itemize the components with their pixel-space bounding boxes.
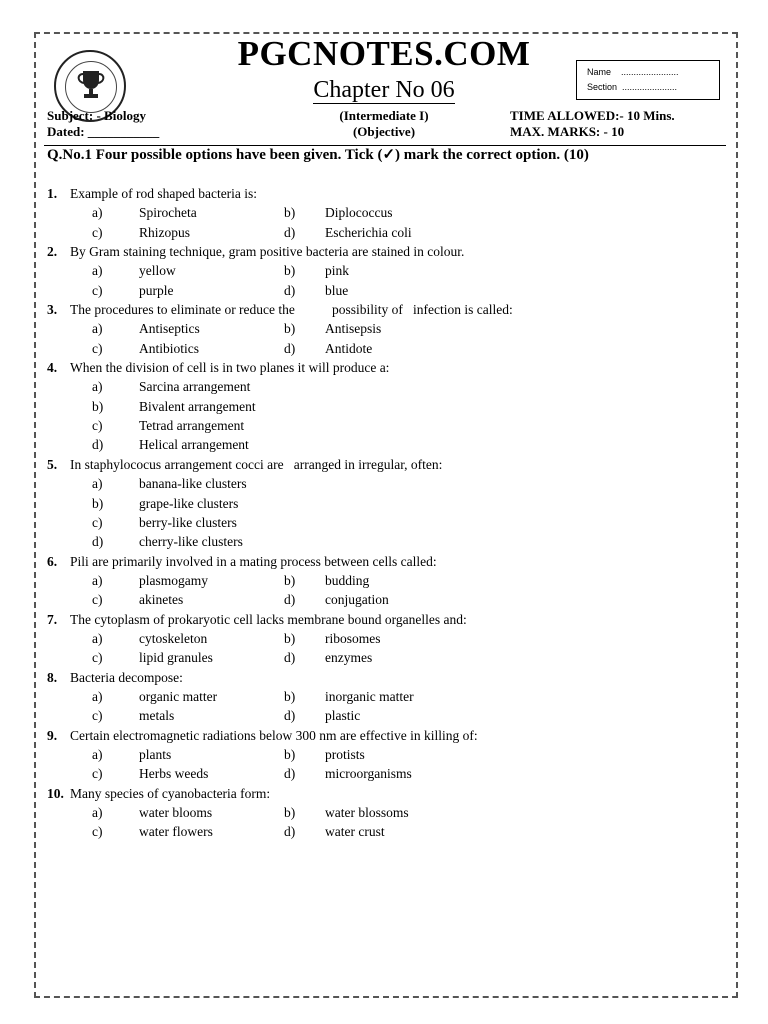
site-title: PGCNOTES.COM <box>237 34 531 73</box>
option-letter[interactable]: b) <box>284 321 296 337</box>
option-text[interactable]: banana-like clusters <box>139 476 247 492</box>
option-text[interactable]: yellow <box>139 263 176 279</box>
option-row <box>47 474 727 493</box>
option-text[interactable]: blue <box>325 282 349 298</box>
option-letter[interactable]: c) <box>92 514 103 530</box>
option-letter[interactable]: c) <box>92 592 103 608</box>
option-text[interactable]: Tetrad arrangement <box>139 418 245 434</box>
option-letter[interactable]: b) <box>284 746 296 762</box>
option-row <box>47 764 727 783</box>
option-text[interactable]: Helical arrangement <box>139 437 249 453</box>
question-number: 10. <box>47 785 64 801</box>
question-item <box>47 358 727 455</box>
level-label: (Intermediate I) <box>339 108 429 123</box>
question-item <box>47 668 727 726</box>
option-text[interactable]: Antiseptics <box>139 321 200 337</box>
option-row <box>47 629 727 648</box>
option-row <box>47 319 727 338</box>
question-item <box>47 184 727 242</box>
question-item <box>47 610 727 668</box>
option-text[interactable]: metals <box>139 708 175 724</box>
option-row <box>47 377 727 396</box>
option-text[interactable]: ribosomes <box>325 630 381 646</box>
question-number: 6. <box>47 553 58 569</box>
question-text: Bacteria decompose: <box>70 669 183 685</box>
question-text: Pili are primarily involved in a mating process between cells called: <box>70 553 437 569</box>
option-text[interactable]: Antidote <box>325 340 373 356</box>
option-text[interactable]: Escherichia coli <box>325 224 412 240</box>
option-letter[interactable]: d) <box>284 766 296 782</box>
question-item <box>47 784 727 842</box>
question-list <box>47 184 727 842</box>
subject-label: Subject: - Biology <box>47 108 146 123</box>
option-text[interactable]: Rhizopus <box>139 224 191 240</box>
question-line <box>47 455 727 474</box>
option-letter[interactable]: a) <box>92 379 103 395</box>
option-text[interactable]: grape-like clusters <box>139 495 239 511</box>
type-label: (Objective) <box>352 124 416 139</box>
option-letter[interactable]: a) <box>92 205 103 221</box>
option-row <box>47 494 727 513</box>
option-letter[interactable]: a) <box>92 321 103 337</box>
option-row <box>47 223 727 242</box>
option-letter[interactable]: d) <box>284 340 296 356</box>
question-number: 2. <box>47 244 58 260</box>
question-line <box>47 242 727 261</box>
question-text: Example of rod shaped bacteria is: <box>70 186 258 201</box>
question-text: The cytoplasm of prokaryotic cell lacks membrane bound organelles and: <box>70 611 467 627</box>
trophy-icon <box>76 68 106 100</box>
option-text[interactable]: conjugation <box>325 592 389 608</box>
question-item <box>47 455 727 552</box>
question-line <box>47 610 727 629</box>
option-row <box>47 648 727 667</box>
option-text[interactable]: microorganisms <box>325 766 412 782</box>
option-letter[interactable]: b) <box>284 805 296 820</box>
option-letter[interactable]: a) <box>92 746 103 762</box>
question-number: 8. <box>47 669 58 685</box>
option-text[interactable]: enzymes <box>325 650 373 666</box>
option-text[interactable]: plants <box>139 746 172 762</box>
option-letter[interactable]: b) <box>284 688 296 704</box>
option-text[interactable]: water blossoms <box>325 805 409 820</box>
option-row <box>47 803 727 822</box>
option-text[interactable]: Sarcina arrangement <box>139 379 251 395</box>
option-row <box>47 590 727 609</box>
question-text: The procedures to eliminate or reduce the possibility of infection is called: <box>70 302 513 318</box>
option-row <box>47 435 727 454</box>
option-text[interactable]: cytoskeleton <box>139 630 208 646</box>
question-line <box>47 552 727 571</box>
option-text[interactable]: purple <box>139 282 174 298</box>
max-marks-label: MAX. MARKS: - 10 <box>510 124 625 139</box>
option-text[interactable]: berry-like clusters <box>139 514 237 530</box>
question-item <box>47 300 727 358</box>
option-letter[interactable]: c) <box>92 340 103 356</box>
option-text[interactable]: inorganic matter <box>325 688 414 704</box>
option-text[interactable]: lipid granules <box>139 650 213 666</box>
option-letter[interactable]: c) <box>92 650 103 666</box>
option-letter[interactable]: d) <box>92 534 104 550</box>
option-letter[interactable]: a) <box>92 572 103 588</box>
option-text[interactable]: Antisepsis <box>325 321 382 337</box>
option-row <box>47 745 727 764</box>
question-text: In staphylococus arrangement cocci are arranged in irregular, often: <box>70 456 443 472</box>
option-letter[interactable]: d) <box>92 437 104 453</box>
option-letter[interactable]: c) <box>92 708 103 724</box>
name-section-box <box>576 60 720 100</box>
option-letter[interactable]: b) <box>284 263 296 279</box>
section-row: Section ...................... <box>587 82 678 92</box>
option-letter[interactable]: a) <box>92 630 103 646</box>
option-letter[interactable]: a) <box>92 263 103 279</box>
option-letter[interactable]: c) <box>92 418 103 434</box>
question-line <box>47 668 727 687</box>
question-line <box>47 184 727 203</box>
option-text[interactable]: Spirocheta <box>139 205 197 221</box>
question-line <box>47 784 727 803</box>
option-letter[interactable]: d) <box>284 282 296 298</box>
option-row <box>47 513 727 532</box>
option-letter[interactable]: a) <box>92 688 103 704</box>
question-text: Certain electromagnetic radiations below 300 nm are effective in killing of: <box>70 727 478 743</box>
option-letter[interactable]: c) <box>92 766 103 782</box>
option-row <box>47 687 727 706</box>
option-letter[interactable]: b) <box>284 205 296 221</box>
dated-label: Dated: ___________ <box>47 124 160 139</box>
option-text[interactable]: Antibiotics <box>139 340 199 356</box>
option-row <box>47 281 727 300</box>
option-row <box>47 532 727 551</box>
option-text[interactable]: Herbs weeds <box>139 766 209 782</box>
question-number: 3. <box>47 302 58 318</box>
option-row <box>47 261 727 280</box>
question-line <box>47 300 727 319</box>
option-letter[interactable]: b) <box>92 495 104 511</box>
option-letter[interactable]: d) <box>284 224 296 240</box>
time-allowed-label: TIME ALLOWED:- 10 Mins. <box>510 108 675 123</box>
question-text: When the division of cell is in two planes it will produce a: <box>70 360 390 376</box>
option-letter[interactable]: a) <box>92 805 103 820</box>
option-letter[interactable]: c) <box>92 824 103 840</box>
question-item <box>47 552 727 610</box>
option-text[interactable]: akinetes <box>139 592 184 608</box>
option-text[interactable]: pink <box>325 263 350 279</box>
question-item <box>47 242 727 300</box>
option-row <box>47 203 727 222</box>
option-text[interactable]: water crust <box>325 824 385 840</box>
question-number: 4. <box>47 360 58 376</box>
option-row <box>47 397 727 416</box>
option-letter[interactable]: d) <box>284 650 296 666</box>
option-text[interactable]: cherry-like clusters <box>139 534 243 550</box>
option-letter[interactable]: b) <box>284 630 296 646</box>
name-row: Name ....................... <box>587 67 679 77</box>
option-row <box>47 339 727 358</box>
option-text[interactable]: protists <box>325 746 365 762</box>
question-line <box>47 726 727 745</box>
option-text[interactable]: plastic <box>325 708 361 724</box>
option-letter[interactable]: b) <box>92 398 104 414</box>
option-letter[interactable]: c) <box>92 282 103 298</box>
option-letter[interactable]: b) <box>284 572 296 588</box>
chapter-title: Chapter No 06 <box>313 77 455 103</box>
option-text[interactable]: plasmogamy <box>139 572 208 588</box>
option-text[interactable]: organic matter <box>139 688 218 704</box>
option-letter[interactable]: c) <box>92 224 103 240</box>
question-text: Many species of cyanobacteria form: <box>70 785 271 801</box>
option-letter[interactable]: d) <box>284 824 296 840</box>
option-row <box>47 706 727 725</box>
option-text[interactable]: Diplococcus <box>325 205 393 221</box>
option-letter[interactable]: d) <box>284 592 296 608</box>
option-text[interactable]: budding <box>325 572 370 588</box>
option-row <box>47 822 727 841</box>
question-number: 1. <box>47 186 58 201</box>
question-number: 9. <box>47 727 58 743</box>
option-text[interactable]: Bivalent arrangement <box>139 398 256 414</box>
question-number: 7. <box>47 611 58 627</box>
question-number: 5. <box>47 456 58 472</box>
question-text: By Gram staining technique, gram positive bacteria are stained in colour. <box>70 244 465 260</box>
option-text[interactable]: water blooms <box>139 805 213 820</box>
option-row <box>47 416 727 435</box>
option-text[interactable]: water flowers <box>139 824 213 840</box>
option-letter[interactable]: a) <box>92 476 103 492</box>
option-row <box>47 571 727 590</box>
instruction-heading: Q.No.1 Four possible options have been given. Tick (✓) mark the correct option. (10) <box>47 147 589 163</box>
question-line <box>47 358 727 377</box>
option-letter[interactable]: d) <box>284 708 296 724</box>
question-item <box>47 726 727 784</box>
